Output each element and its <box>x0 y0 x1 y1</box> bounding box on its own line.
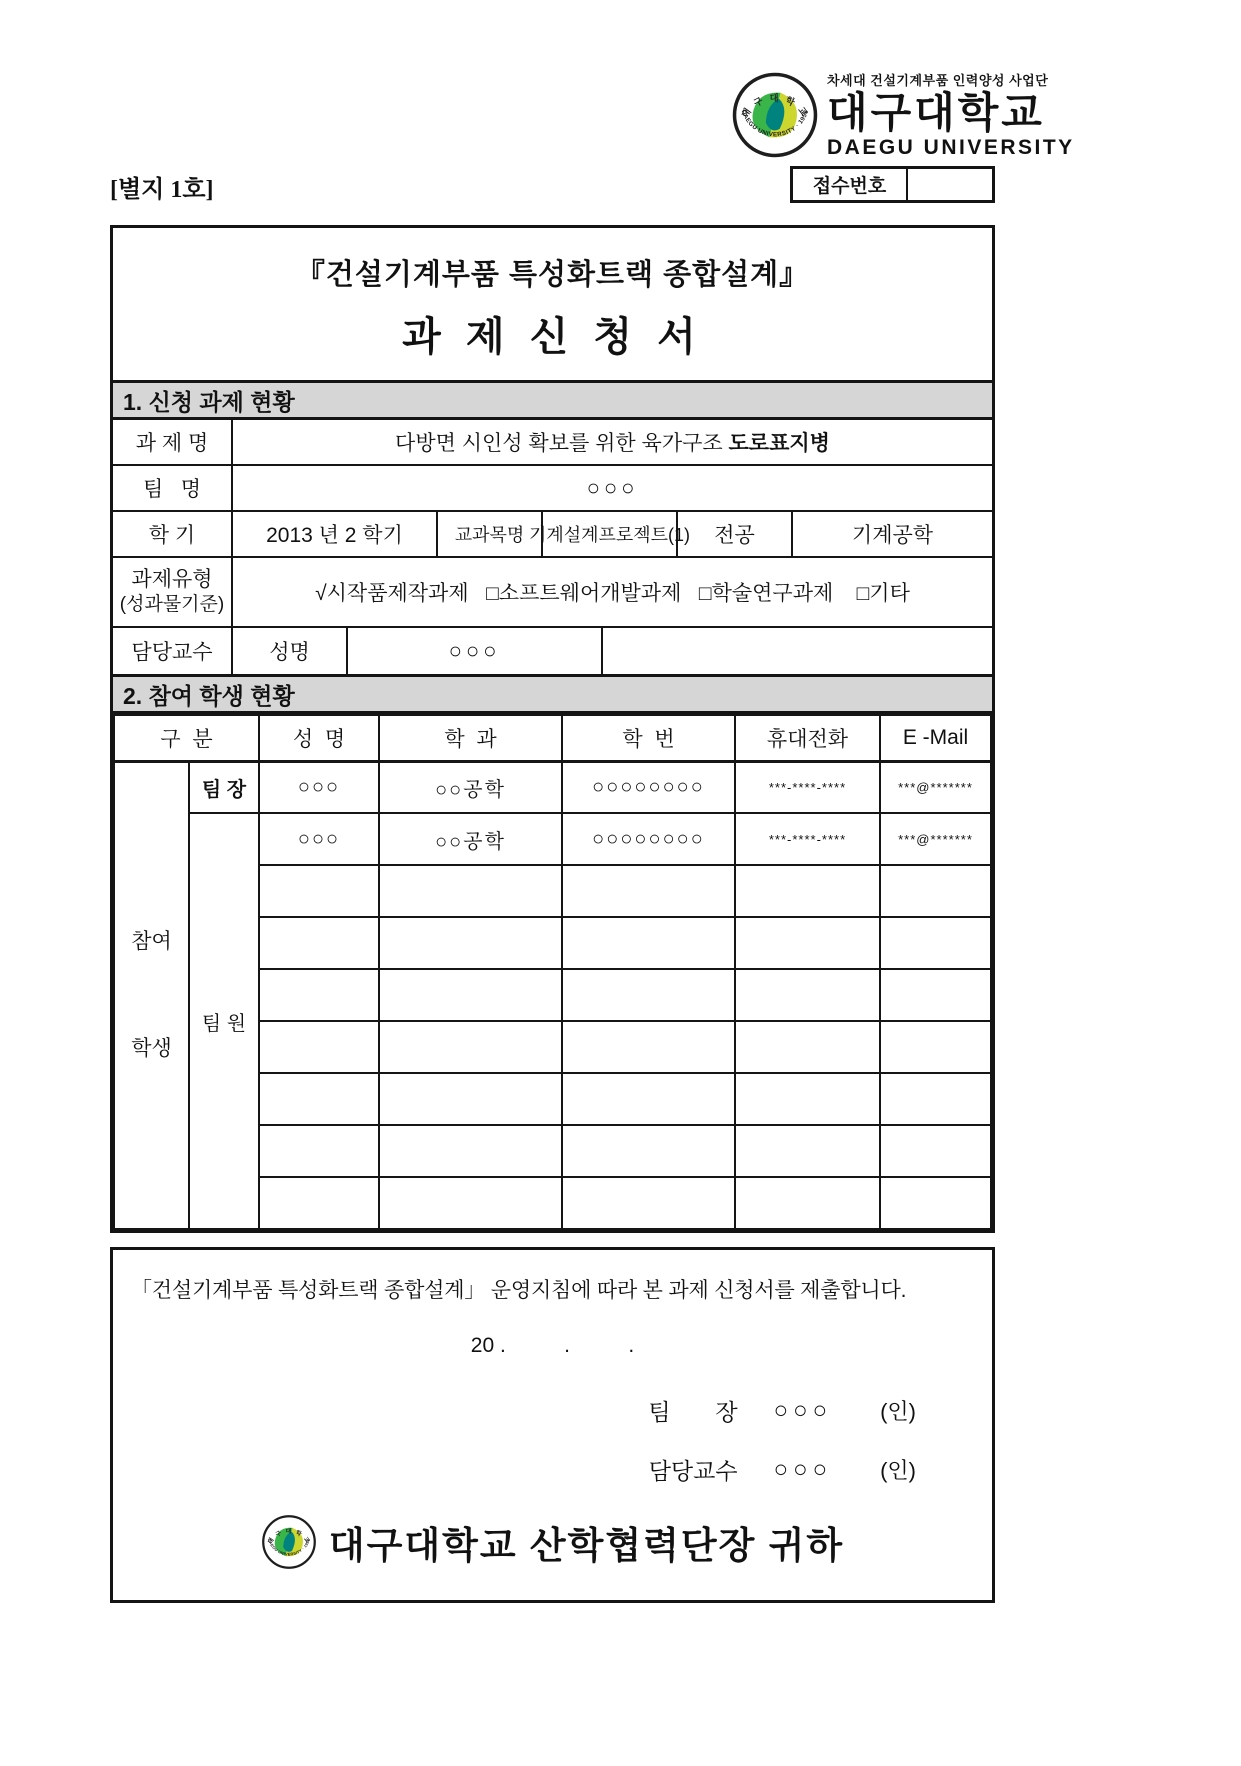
receipt-value-cell <box>908 169 992 200</box>
leader-dept: ○○공학 <box>379 761 562 813</box>
form-title-main: 과 제 신 청 서 <box>402 315 703 359</box>
receipt-label: 접수번호 <box>793 169 908 200</box>
signature-row-leader <box>131 1394 974 1427</box>
row-team-name <box>113 466 992 512</box>
statement-box <box>110 1247 995 1603</box>
advisor-sign-name: ○○○ <box>773 1455 833 1483</box>
col-header-student-id: 학 번 <box>562 715 735 761</box>
recipient-text: 대구대학교 산학협력단장 귀하 <box>328 1525 845 1566</box>
major-label: 전공 <box>678 512 793 556</box>
member-student-id: ○○○○○○○○ <box>562 813 735 865</box>
semester-value: 2013 년 2 학기 <box>233 512 438 556</box>
col-header-name: 성 명 <box>259 715 379 761</box>
date-line: 20 . . . <box>470 1334 635 1357</box>
col-header-group: 구 분 <box>114 715 259 761</box>
leader-name: ○○○ <box>259 761 379 813</box>
leader-email: ***@******* <box>880 761 991 813</box>
attachment-label: [별지 1호] <box>110 177 214 203</box>
course-value: 기계설계프로젝트(1) <box>543 512 678 556</box>
participant-group-label: 참여 학생 <box>114 761 189 1229</box>
member-row <box>114 813 991 865</box>
advisor-name-label: 성명 <box>233 628 348 674</box>
row-semester <box>113 512 992 558</box>
member-dept: ○○공학 <box>379 813 562 865</box>
form-box <box>110 225 995 1233</box>
university-seal-icon <box>731 71 819 159</box>
participants-table <box>113 714 992 1230</box>
university-logo <box>731 70 1075 160</box>
major-value: 기계공학 <box>851 524 934 547</box>
col-header-email: E -Mail <box>880 715 991 761</box>
project-name-value: 다방면 시인성 확보를 위한 육가구조 도로표지병 <box>395 432 830 455</box>
row-advisor <box>113 628 992 674</box>
row-project-name <box>113 420 992 466</box>
section-2-header: 2. 참여 학생 현황 <box>113 674 992 714</box>
section-1-header: 1. 신청 과제 현황 <box>113 380 992 420</box>
semester-label: 학 기 <box>113 512 233 556</box>
logo-slogan: 차세대 건설기계부품 인력양성 사업단 <box>827 73 1049 88</box>
advisor-sign-seal: (인) <box>880 1458 916 1483</box>
logo-name-kr: 대구대학교 <box>827 89 1045 136</box>
row-project-type <box>113 558 992 628</box>
col-header-dept: 학 과 <box>379 715 562 761</box>
member-email: ***@******* <box>880 813 991 865</box>
team-name-value: ○○○ <box>586 475 639 500</box>
leader-sign-name: ○○○ <box>773 1396 833 1424</box>
project-type-label: 과제유형 (성과물기준) <box>113 558 233 626</box>
leader-phone: ***-****-**** <box>735 761 880 813</box>
form-title <box>113 228 992 380</box>
advisor-empty-cell <box>603 628 992 674</box>
logo-name-en: DAEGU UNIVERSITY <box>827 136 1075 159</box>
recipient-seal-icon <box>261 1514 317 1570</box>
leader-label: 팀 장 <box>189 761 259 813</box>
project-type-options: √시작품제작과제 □소프트웨어개발과제 □학술연구과제 □기타 <box>315 582 910 605</box>
recipient-line <box>131 1514 974 1570</box>
col-header-phone: 휴대전화 <box>735 715 880 761</box>
member-name: ○○○ <box>259 813 379 865</box>
member-phone: ***-****-**** <box>735 813 880 865</box>
receipt-box <box>790 166 995 203</box>
statement-text: 「건설기계부품 특성화트랙 종합설계」 운영지침에 따라 본 과제 신청서를 제출합니다. <box>131 1279 907 1302</box>
signature-row-advisor <box>131 1453 974 1486</box>
member-label: 팀 원 <box>189 813 259 1229</box>
project-name-label: 과 제 명 <box>113 420 233 464</box>
leader-sign-seal: (인) <box>880 1399 916 1424</box>
leader-student-id: ○○○○○○○○ <box>562 761 735 813</box>
form-title-sub: 『건설기계부품 특성화트랙 종합설계』 <box>295 259 810 291</box>
advisor-sign-role: 담당교수 <box>648 1458 738 1484</box>
advisor-label: 담당교수 <box>113 628 233 674</box>
leader-sign-role: 팀 장 <box>648 1399 738 1425</box>
course-label: 교과목명 <box>438 512 543 556</box>
team-name-label: 팀 명 <box>113 466 233 510</box>
participants-header-row <box>114 715 991 761</box>
leader-row <box>114 761 991 813</box>
advisor-name-value: ○○○ <box>348 628 603 674</box>
